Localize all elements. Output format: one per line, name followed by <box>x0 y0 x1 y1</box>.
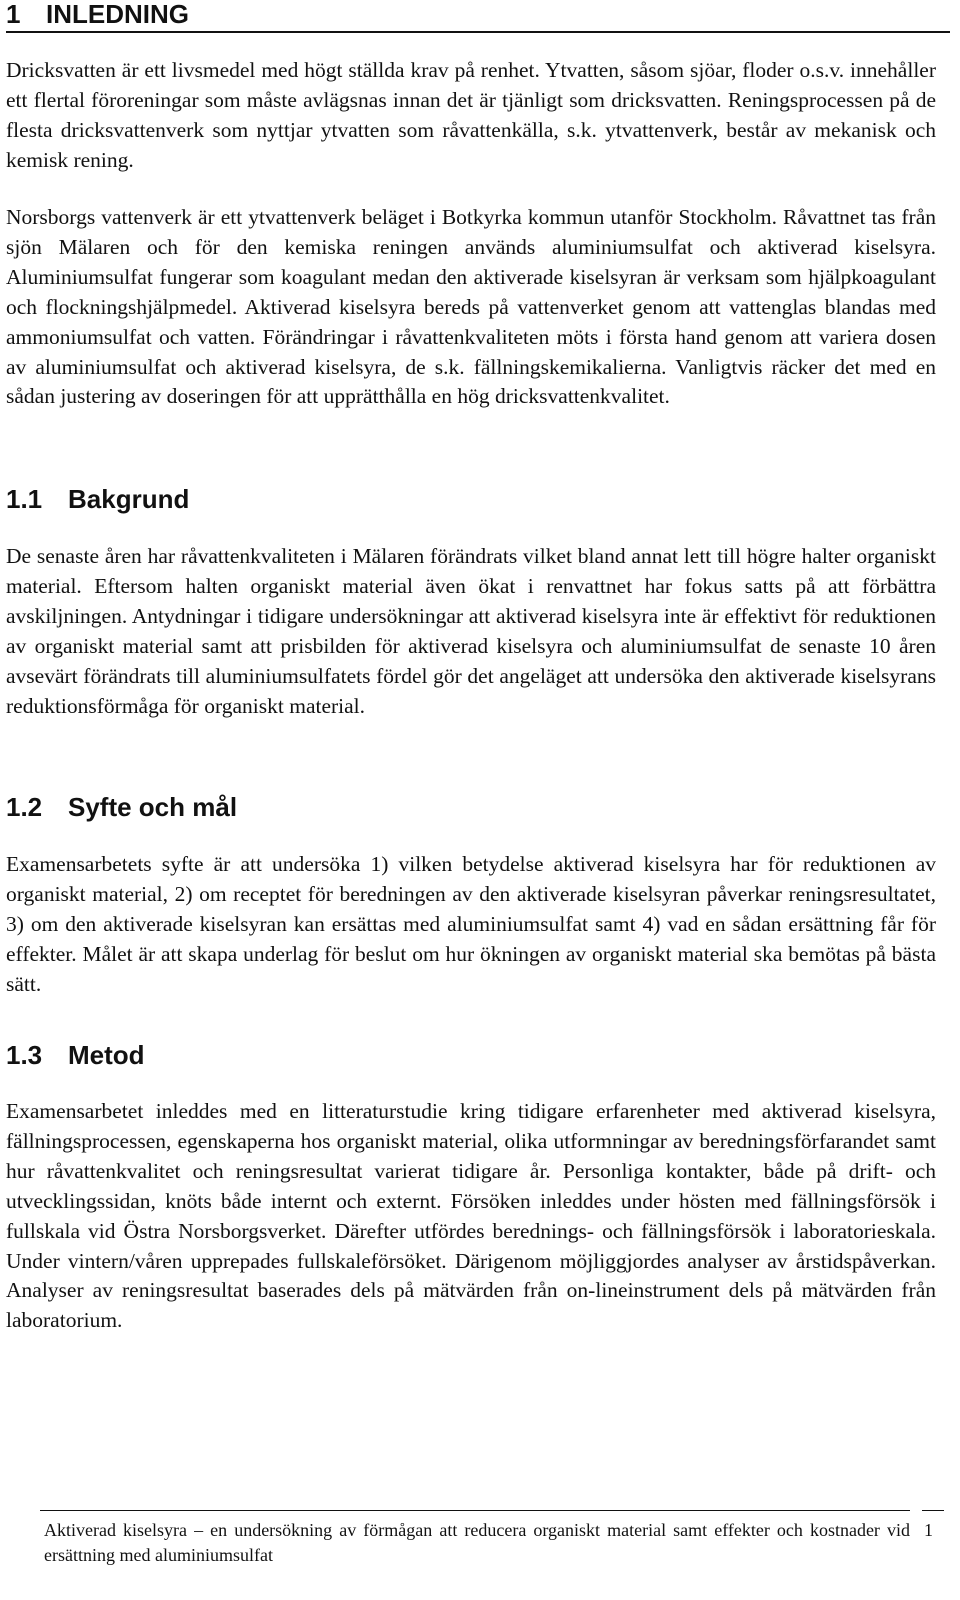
section-paragraph-metod: Examensarbetet inleddes med en litteraturstudie kring tidigare erfarenheter med aktiverad kiselsyra, fällningsprocessen, egenskaperna hos organiskt material, olika utformningar av beredningsförfarandet samt hur råvattenkvalitet och reningsresultat varierat tidigare år. Personliga kontakter, både på drift- och utvecklingssidan, knöts både internt och externt. Försöken inleddes under hösten med fällningsförsök i fullskala vid Östra Norsborgsverket. Därefter utfördes berednings- och fällningsförsök i laboratorieskala. Under vintern/våren upprepades fullskaleförsöket. Därigenom möjliggjordes analyser av årstidspåverkan. Analyser av reningsresultat baserades dels på mätvärden från on-lineinstrument dels på mätvärden från laboratorium. <box>6 1099 936 1333</box>
chapter-title: INLEDNING <box>46 0 189 29</box>
footer-text: Aktiverad kiselsyra – en undersökning av förmågan att reducera organiskt material samt effekter och kostnader vid ersättning med aluminiumsulfat <box>44 1520 910 1565</box>
footer-divider <box>40 1510 910 1511</box>
section-title: Syfte och mål <box>68 792 238 822</box>
section-paragraph-bakgrund: De senaste åren har råvattenkvaliteten i Mälaren förändrats vilket bland annat lett till högre halter organiskt material. Eftersom halten organiskt material även ökat i renvattnet har fokus satts på att förbättra avskiljningen. Antydningar i tidigare undersökningar att aktiverad kiselsyra inte är effektivt för reduktionen av organiskt material samt att prisbilden för aktiverad kiselsyra och aluminiumsulfat de senaste 10 åren avsevärt förändrats till aluminiumsulfatets fördel gör det angeläget att undersöka den aktiverade kiselsyrans reduktionsförmåga för organiskt material. <box>6 544 936 718</box>
section-number: 1.2 <box>6 792 43 822</box>
section-heading-syfte <box>6 792 237 822</box>
chapter-heading <box>6 0 950 33</box>
section-heading-bakgrund <box>6 484 189 514</box>
section-heading-metod <box>6 1040 145 1070</box>
section-title: Metod <box>68 1040 145 1070</box>
intro-paragraph-1: Dricksvatten är ett livsmedel med högt ställda krav på renhet. Ytvatten, såsom sjöar, floder o.s.v. innehåller ett flertal föroreningar som måste avlägsnas innan det är tjänligt som dricksvatten. Reningsprocessen på de flesta dricksvattenverk som nyttjar ytvatten som råvattenkälla, s.k. ytvattenverk, består av mekanisk och kemisk rening. <box>6 58 936 172</box>
section-title: Bakgrund <box>68 484 190 514</box>
section-paragraph-syfte: Examensarbetets syfte är att undersöka 1) vilken betydelse aktiverad kiselsyra har för reduktionen av organiskt material, 2) om receptet för beredningen av den aktiverade kiselsyran påverkar reningsresultatet, 3) om den aktiverade kiselsyran kan ersättas med aluminiumsulfat samt 4) vad en sådan ersättning får för effekter. Målet är att skapa underlag för beslut om hur ökningen av organiskt material ska bemötas på bästa sätt. <box>6 852 936 996</box>
chapter-number: 1 <box>6 0 21 29</box>
page-number: 1 <box>924 1520 933 1540</box>
footer-page-divider <box>922 1510 944 1511</box>
section-number: 1.1 <box>6 484 43 514</box>
intro-paragraph-2: Norsborgs vattenverk är ett ytvattenverk beläget i Botkyrka kommun utanför Stockholm. Råvattnet tas från sjön Mälaren och för den kemiska reningen används aluminiumsulfat och aktiverad kiselsyra. Aluminiumsulfat fungerar som koagulant medan den aktiverade kiselsyran är verksam som hjälpkoagulant och flockningshjälpmedel. Aktiverad kiselsyra bereds på vattenverket genom att vattenglas blandas med ammoniumsulfat och vatten. Förändringar i råvattenkvaliteten möts i första hand genom att variera dosen av aluminiumsulfat och aktiverad kiselsyra, de s.k. fällningskemikalierna. Vanligtvis räcker det med en sådan justering av doseringen för att upprätthålla en hög dricksvattenkvalitet. <box>6 205 936 409</box>
section-number: 1.3 <box>6 1040 43 1070</box>
